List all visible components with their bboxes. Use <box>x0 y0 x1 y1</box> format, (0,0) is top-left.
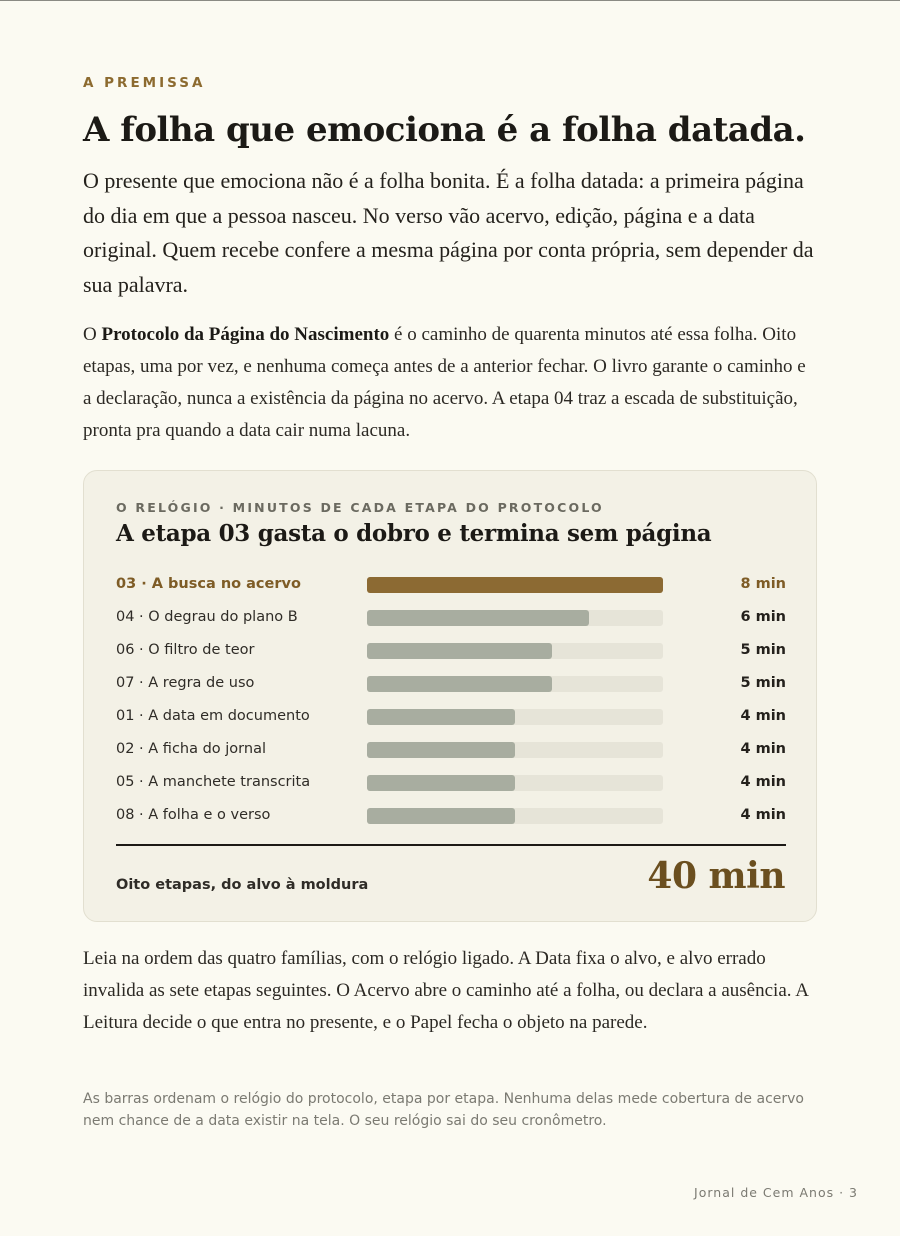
page-title: A folha que emociona é a folha datada. <box>83 110 806 150</box>
bar-track <box>367 808 663 824</box>
bar-value-label: 5 min <box>740 675 786 691</box>
bar-value-label: 5 min <box>740 642 786 658</box>
bar-label: 07 · A regra de uso <box>116 675 255 691</box>
bar-label: 04 · O degrau do plano B <box>116 609 298 625</box>
bar-track <box>367 643 663 659</box>
bar <box>367 775 515 791</box>
bar-row <box>116 573 786 597</box>
bar-value-label: 4 min <box>740 807 786 823</box>
reading-order-paragraph: Leia na ordem das quatro famílias, com o relógio ligado. A Data fixa o alvo, e alvo errado invalida as sete etapas seguintes. O Acervo abre o caminho até a folha, ou declara a ausência. A Leitura decide o que entra no presente, e o Papel fecha o objeto na parede. <box>83 948 808 1033</box>
bar-row <box>116 738 786 762</box>
bar-label: 01 · A data em documento <box>116 708 310 724</box>
bar-track <box>367 742 663 758</box>
page-footer: Jornal de Cem Anos · 3 <box>694 1185 858 1200</box>
total-value: 40 min <box>647 855 785 897</box>
bar <box>367 610 589 626</box>
bar-row <box>116 606 786 630</box>
bar-value-label: 6 min <box>740 609 786 625</box>
bar-label: 05 · A manchete transcrita <box>116 774 311 790</box>
bar-track <box>367 610 663 626</box>
bar-label: 02 · A ficha do jornal <box>116 741 266 757</box>
clock-chart-card <box>83 470 817 922</box>
bar <box>367 676 552 692</box>
bar-value-label: 8 min <box>740 576 786 592</box>
bar-track <box>367 775 663 791</box>
bar-label: 08 · A folha e o verso <box>116 807 271 823</box>
bar-track <box>367 676 663 692</box>
bar <box>367 742 515 758</box>
bar-track <box>367 709 663 725</box>
footnote: As barras ordenam o relógio do protocolo, etapa por etapa. Nenhuma delas mede cobertura de acervo nem chance de a data existir na tela. O seu relógio sai do seu cronômetro. <box>83 1091 804 1129</box>
bar <box>367 808 515 824</box>
total-label: Oito etapas, do alvo à moldura <box>116 877 369 893</box>
chart-title: A etapa 03 gasta o dobro e termina sem página <box>116 520 712 547</box>
bar-track <box>367 577 663 593</box>
bar-value-label: 4 min <box>740 708 786 724</box>
bar-row <box>116 771 786 795</box>
protocol-text: é o caminho de quarenta minutos até essa folha. Oito etapas, uma por vez, e nenhuma começa antes de a anterior fechar. O livro garante o caminho e a declaração, nunca a existência da página no acervo. A etapa 04 traz a escada de substituição, pronta pra quando a data cair numa lacuna. <box>83 324 806 441</box>
bar-label: 03 · A busca no acervo <box>116 576 301 592</box>
bar-row <box>116 804 786 828</box>
section-eyebrow: A PREMISSA <box>83 75 206 91</box>
bar-row <box>116 639 786 663</box>
chart-eyebrow: O RELÓGIO · MINUTOS DE CADA ETAPA DO PROTOCOLO <box>116 500 604 515</box>
bar-label: 06 · O filtro de teor <box>116 642 255 658</box>
protocol-name: Protocolo da Página do Nascimento <box>101 324 390 345</box>
bar-value-label: 4 min <box>740 774 786 790</box>
lead-paragraph: O presente que emociona não é a folha bonita. É a folha datada: a primeira página do dia em que a pessoa nasceu. No verso vão acervo, edição, página e a data original. Quem recebe confere a mesma página por conta própria, sem depender da sua palavra. <box>83 168 814 297</box>
protocol-prefix: O <box>83 324 102 345</box>
bar-value-label: 4 min <box>740 741 786 757</box>
bar <box>367 709 515 725</box>
bar <box>367 643 552 659</box>
protocol-paragraph <box>83 319 818 447</box>
bar-row <box>116 672 786 696</box>
total-divider <box>116 844 786 846</box>
bar <box>367 577 663 593</box>
bar-row <box>116 705 786 729</box>
